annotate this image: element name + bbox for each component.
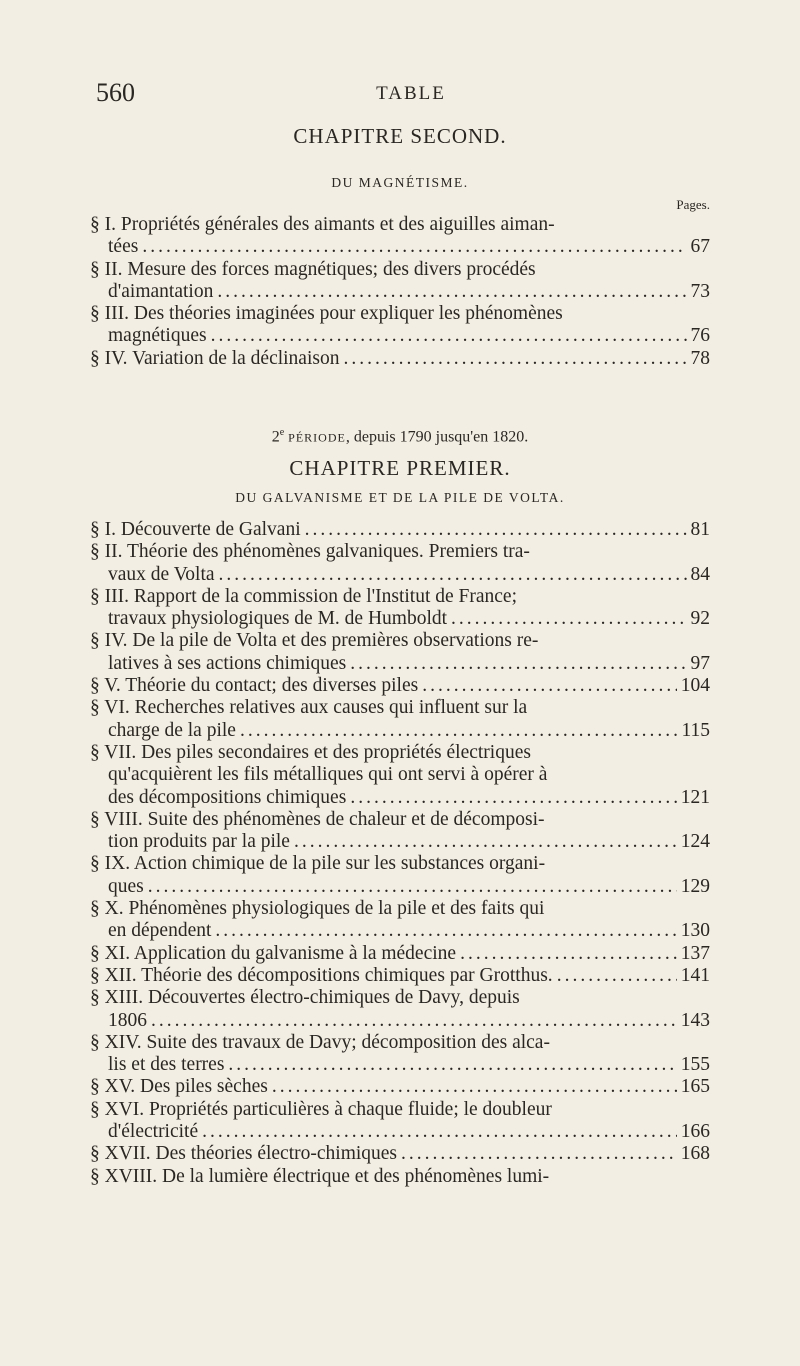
toc-page-number: 92 <box>690 608 710 630</box>
dot-leader <box>401 1143 677 1165</box>
toc-entry-final-line <box>90 965 710 987</box>
toc-page-number: 76 <box>690 325 710 347</box>
toc-entry-text: § V. Théorie du contact; des diverses piles <box>90 675 419 697</box>
dot-leader <box>219 564 687 586</box>
period-superscript: e <box>279 427 285 438</box>
toc-page-number: 124 <box>680 831 710 853</box>
toc-page-number: 67 <box>690 236 710 258</box>
toc-entry-final-line <box>90 675 710 697</box>
dot-leader <box>422 675 677 697</box>
dot-leader <box>451 608 686 630</box>
pages-column-label: Pages. <box>676 197 710 212</box>
toc-entry <box>90 898 710 943</box>
toc-entry <box>90 1166 710 1188</box>
chapter-title-first: CHAPITRE PREMIER. <box>289 456 511 480</box>
toc-entry <box>90 586 710 631</box>
toc-entry <box>90 1076 710 1098</box>
toc-entry-text: § XV. Des piles sèches <box>90 1076 268 1098</box>
chapter-title-second: CHAPITRE SECOND. <box>293 124 507 148</box>
toc-galvanism <box>90 519 710 1188</box>
toc-entry <box>90 519 710 541</box>
toc-magnetism <box>90 214 710 370</box>
subtitle-galvanism: DU GALVANISME ET DE LA PILE DE VOLTA. <box>235 490 565 505</box>
toc-entry-text: des décompositions chimiques <box>108 786 347 808</box>
toc-entry-final-line <box>90 348 710 370</box>
toc-entry-text: § IX. Action chimique de la pile sur les substances organi- <box>90 853 546 875</box>
toc-entry-text: § XI. Application du galvanisme à la médecine <box>90 942 457 964</box>
toc-entry-final-line <box>90 831 710 853</box>
dot-leader <box>557 965 677 987</box>
toc-page-number: 73 <box>690 280 710 302</box>
subtitle-magnetism: DU MAGNÉTISME. <box>331 175 469 190</box>
toc-entry-text: magnétiques <box>108 325 207 347</box>
toc-entry-text: § III. Rapport de la commission de l'Institut de France; <box>90 585 518 607</box>
toc-entry-text: § II. Théorie des phénomènes galvaniques. Premiers tra- <box>90 541 530 563</box>
toc-page-number: 143 <box>680 1009 710 1031</box>
dot-leader <box>343 348 686 370</box>
toc-entry <box>90 965 710 987</box>
toc-entry-text: § XVIII. De la lumière électrique et des phénomènes lumi- <box>90 1165 550 1187</box>
toc-page-number: 121 <box>680 786 710 808</box>
dot-leader <box>142 236 686 258</box>
toc-entry-text: § XIII. Découvertes électro-chimiques de Davy, depuis <box>90 987 520 1009</box>
toc-entry-text: § VIII. Suite des phénomènes de chaleur et de décomposi- <box>90 808 545 830</box>
toc-entry-text: § XVI. Propriétés particulières à chaque fluide; le doubleur <box>90 1098 552 1120</box>
toc-page-number: 129 <box>680 875 710 897</box>
toc-entry <box>90 943 710 965</box>
toc-page-number: 137 <box>680 942 710 964</box>
toc-entry-final-line <box>90 653 710 675</box>
toc-entry-final-line <box>90 1121 710 1143</box>
toc-entry-final-line <box>90 876 710 898</box>
toc-entry-text: § XIV. Suite des travaux de Davy; décomposition des alca- <box>90 1031 550 1053</box>
toc-entry-text: latives à ses actions chimiques <box>108 652 347 674</box>
toc-entry <box>90 259 710 304</box>
running-title: TABLE <box>376 83 446 104</box>
toc-entry <box>90 1143 710 1165</box>
toc-entry-text: § XVII. Des théories électro-chimiques <box>90 1143 398 1165</box>
toc-entry <box>90 1032 710 1077</box>
toc-entry-final-line <box>90 920 710 942</box>
dot-leader <box>272 1076 677 1098</box>
toc-entry-text: en dépendent <box>108 920 212 942</box>
toc-entry-text: 1806 <box>108 1009 147 1031</box>
toc-entry-text: § XII. Théorie des décompositions chimiques par Grotthus. <box>90 964 553 986</box>
toc-entry <box>90 303 710 348</box>
toc-page-number: 165 <box>680 1076 710 1098</box>
toc-entry-final-line <box>90 236 710 258</box>
toc-page-number: 81 <box>690 519 710 540</box>
dot-leader <box>294 831 677 853</box>
dot-leader <box>211 325 687 347</box>
toc-page-number: 130 <box>680 920 710 942</box>
toc-entry <box>90 742 710 809</box>
toc-page-number: 84 <box>690 563 710 585</box>
toc-entry-final-line <box>90 1054 710 1076</box>
toc-entry-text: lis et des terres <box>108 1054 225 1076</box>
period-label: PÉRIODE <box>288 430 346 445</box>
toc-page-number: 141 <box>680 964 710 986</box>
toc-entry <box>90 541 710 586</box>
toc-entry <box>90 853 710 898</box>
toc-entry-text: tion produits par la pile <box>108 831 290 853</box>
dot-leader <box>240 720 678 742</box>
toc-entry-text: § III. Des théories imaginées pour expliquer les phénomènes <box>90 303 563 325</box>
toc-entry-text: § IV. De la pile de Volta et des premières observations re- <box>90 630 539 652</box>
toc-entry-final-line <box>90 325 710 347</box>
toc-page-number: 168 <box>680 1143 710 1165</box>
toc-entry-text: § X. Phénomènes physiologiques de la pile et des faits qui <box>90 898 545 920</box>
dot-leader <box>217 281 686 303</box>
toc-entry <box>90 348 710 370</box>
toc-entry-text: § I. Propriétés générales des aimants et des aiguilles aiman- <box>90 214 555 235</box>
toc-entry-text: qu'acquièrent les fils métalliques qui ont servi à opérer à <box>108 764 548 786</box>
dot-leader <box>350 787 676 809</box>
toc-entry-final-line <box>90 608 710 630</box>
toc-entry-text: vaux de Volta <box>108 563 215 585</box>
page-number: 560 <box>96 78 135 107</box>
toc-entry-final-line <box>90 564 710 586</box>
toc-entry-text: § IV. Variation de la déclinaison <box>90 347 340 369</box>
toc-entry <box>90 809 710 854</box>
toc-page-number: 115 <box>681 719 710 741</box>
period-number: 2 <box>271 428 280 446</box>
toc-entry-text: § VII. Des piles secondaires et des propriétés électriques <box>90 741 531 763</box>
dot-leader <box>460 943 677 965</box>
toc-entry-text: ques <box>108 875 144 897</box>
toc-page-number: 104 <box>680 675 710 697</box>
toc-entry-final-line <box>90 1143 710 1165</box>
toc-page-number: 155 <box>680 1054 710 1076</box>
toc-entry-text: § VI. Recherches relatives aux causes qui influent sur la <box>90 697 528 719</box>
toc-entry <box>90 1099 710 1144</box>
dot-leader <box>151 1010 677 1032</box>
toc-entry-final-line <box>90 1076 710 1098</box>
dot-leader <box>215 920 676 942</box>
toc-entry <box>90 675 710 697</box>
toc-entry-text: charge de la pile <box>108 719 236 741</box>
toc-entry-text: travaux physiologiques de M. de Humboldt <box>108 608 448 630</box>
toc-entry <box>90 214 710 259</box>
toc-entry-final-line <box>90 943 710 965</box>
toc-entry-final-line <box>90 519 710 541</box>
toc-page-number: 97 <box>690 652 710 674</box>
toc-entry-text: d'électricité <box>108 1121 199 1143</box>
toc-entry-final-line <box>90 720 710 742</box>
toc-entry-text: § II. Mesure des forces magnétiques; des divers procédés <box>90 258 536 280</box>
dot-leader <box>228 1054 676 1076</box>
toc-entry <box>90 697 710 742</box>
toc-entry <box>90 987 710 1032</box>
dot-leader <box>350 653 686 675</box>
dot-leader <box>148 876 677 898</box>
period-dates: , depuis 1790 jusqu'en 1820. <box>345 428 529 446</box>
toc-entry-text: § I. Découverte de Galvani <box>90 519 301 540</box>
toc-page-number: 78 <box>690 347 710 369</box>
dot-leader <box>305 519 687 541</box>
running-head <box>96 78 726 114</box>
period-heading <box>0 427 800 446</box>
toc-entry-final-line <box>90 787 710 809</box>
toc-entry-final-line <box>90 1010 710 1032</box>
dot-leader <box>202 1121 677 1143</box>
toc-page-number: 166 <box>680 1121 710 1143</box>
toc-entry-final-line <box>90 281 710 303</box>
toc-entry-text: tées <box>108 236 139 258</box>
toc-entry <box>90 630 710 675</box>
toc-entry-text: d'aimantation <box>108 280 214 302</box>
